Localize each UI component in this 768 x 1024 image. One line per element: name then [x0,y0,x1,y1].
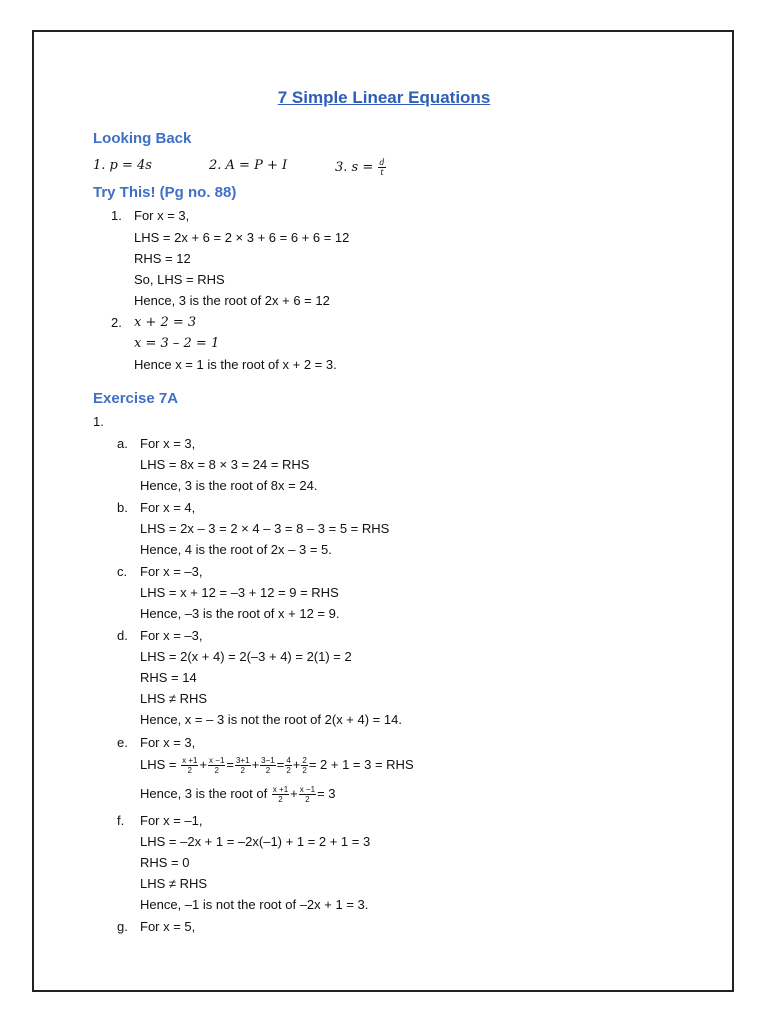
text-line: So, LHS = RHS [134,272,225,287]
text-line: LHS = –2x + 1 = –2x(–1) + 1 = 2 + 1 = 3 [140,834,371,849]
text-line: For x = –3, [140,564,203,579]
fraction-equation-line: Hence, 3 is the root of $\frac{x +1}{2}$ + $\frac{x -1}{2}$ = 3 [140,785,336,804]
text-line: LHS = 8x = 8 × 3 = 24 = RHS [140,457,310,472]
text-line: LHS = x + 12 = –3 + 12 = 9 = RHS [140,585,339,600]
looking-back-item-1: 1. p = 4s [93,158,152,173]
exercise-heading: Exercise 7A [93,390,179,407]
text-line: Hence, 3 is the root of 8x = 24. [140,478,318,493]
page-title: 7 Simple Linear Equations [277,88,491,107]
list-letter: b. [117,500,128,515]
text-line: LHS = 2x – 3 = 2 × 4 – 3 = 8 – 3 = 5 = RHS [140,521,390,536]
try-this-heading: Try This! (Pg no. 88) [93,184,237,201]
text-line: LHS ≠ RHS [140,691,208,706]
looking-back-heading: Looking Back [93,130,192,147]
list-number: 2. [111,315,122,330]
list-letter: f. [117,813,125,828]
looking-back-item-2: 2. A = P + I [209,158,288,173]
list-letter: d. [117,628,128,643]
list-letter: g. [117,919,128,934]
text-line: Hence x = 1 is the root of x + 2 = 3. [134,357,337,372]
fraction-equation-line: LHS = $\frac{x +1}{2}$ + $\frac{x -1}{2}$ = $\frac{3+1}{2}$ + $\frac{3-1}{2}$ = $\frac{4}{2}$ + $\frac{2}{2}$ = 2 + 1 = 3 = RHS [140,756,414,775]
text-line: RHS = 14 [140,670,197,685]
text-line: Hence, –3 is the root of x + 12 = 9. [140,606,340,621]
text-line: Hence, –1 is not the root of –2x + 1 = 3. [140,897,369,912]
text-line: LHS ≠ RHS [140,876,208,891]
text-line: RHS = 12 [134,251,191,266]
text-line: LHS = 2(x + 4) = 2(–3 + 4) = 2(1) = 2 [140,649,352,664]
text-line: Hence, x = – 3 is not the root of 2(x + 4) = 14. [140,712,402,727]
text-line: For x = –1, [140,813,203,828]
equation-line: x = 3 – 2 = 1 [134,336,220,351]
text-line: For x = 3, [134,208,190,223]
list-letter: c. [117,564,128,579]
text-line: For x = 3, [140,436,196,451]
text-line: For x = –3, [140,628,203,643]
text-line: Hence, 4 is the root of 2x – 3 = 5. [140,542,332,557]
equation-line: x + 2 = 3 [134,315,197,330]
question-number: 1. [93,414,104,429]
text-line: LHS = 2x + 6 = 2 × 3 + 6 = 6 + 6 = 12 [134,230,350,245]
text-line: For x = 3, [140,735,196,750]
text-line: RHS = 0 [140,855,190,870]
list-letter: e. [117,735,128,750]
list-letter: a. [117,436,128,451]
looking-back-item-3: 3. s = $\frac{d}{t}$ [335,158,385,177]
text-line: For x = 5, [140,919,196,934]
text-line: Hence, 3 is the root of 2x + 6 = 12 [134,293,330,308]
text-line: For x = 4, [140,500,196,515]
list-number: 1. [111,208,122,223]
